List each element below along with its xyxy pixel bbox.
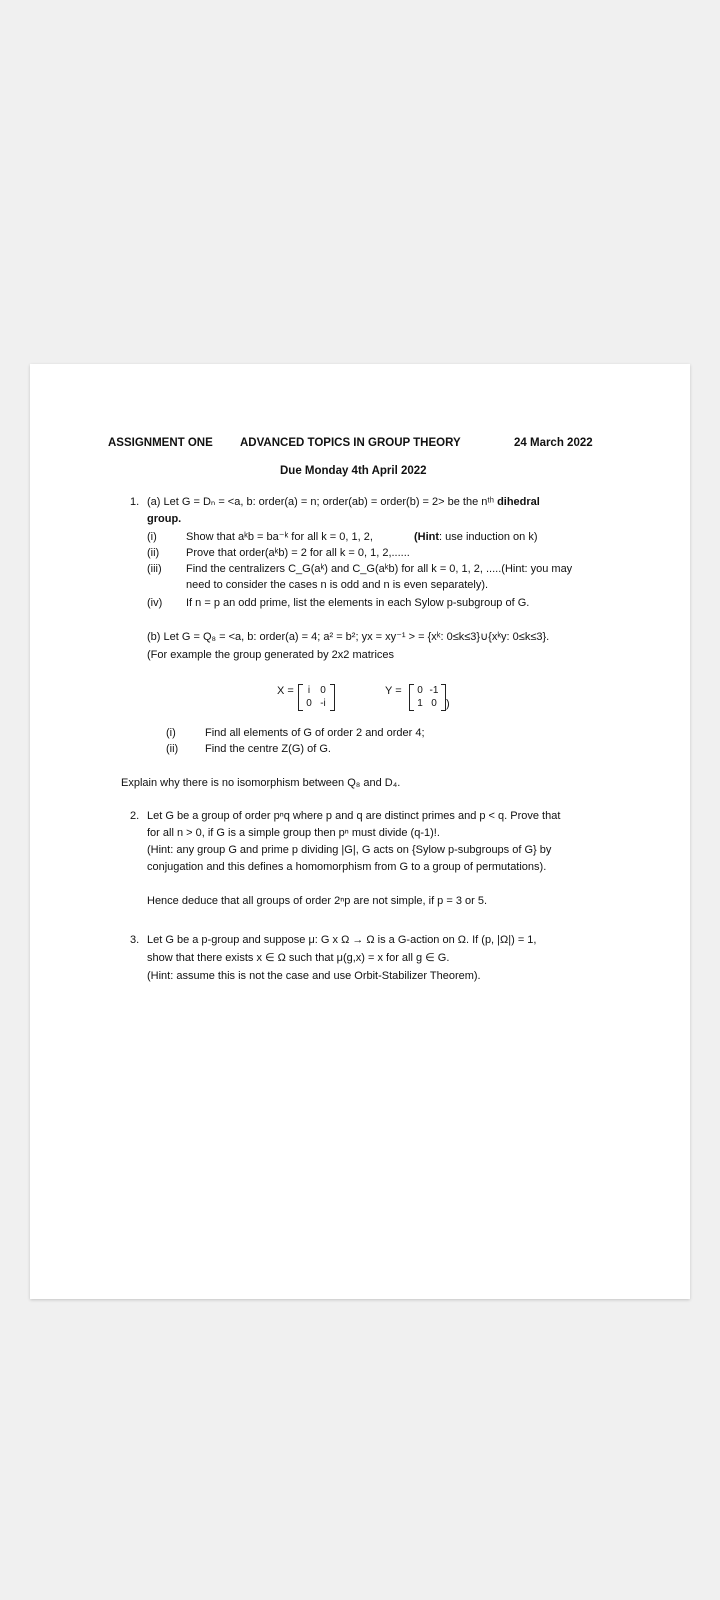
course-title: ADVANCED TOPICS IN GROUP THEORY — [240, 437, 461, 449]
q1-explain: Explain why there is no isomorphism between Q₈ and D₄. — [121, 777, 401, 789]
q1a-item-continuation: need to consider the cases n is odd and n is even separately). — [186, 579, 489, 591]
matrix-cell: -i — [320, 698, 326, 709]
q1-number: 1. — [130, 496, 140, 508]
matrix-cell: 1 — [417, 698, 423, 709]
q1a-item-text: Find the centralizers C_G(aᵏ) and C_G(aᵏb) for all k = 0, 1, 2, .....(Hint: you may — [186, 563, 573, 575]
q2-deduce: Hence deduce that all groups of order 2ⁿp are not simple, if p = 3 or 5. — [147, 895, 488, 907]
matrix-x-grid — [302, 684, 330, 710]
q1b-example: (For example the group generated by 2x2 matrices — [147, 649, 395, 661]
q1b-item-num: (i) — [166, 727, 176, 739]
q1a-intro — [147, 495, 540, 509]
assignment-date: 24 March 2022 — [514, 437, 593, 449]
q1a-item-num: (ii) — [147, 547, 160, 559]
matrix-y-label: Y = — [385, 685, 402, 697]
q2-number: 2. — [130, 810, 140, 822]
q1a-hint-rest: : use induction on k) — [439, 531, 538, 543]
matrix-x-right-bracket — [330, 684, 335, 711]
q1a-item-text: Show that aᵏb = ba⁻ᵏ for all k = 0, 1, 2, — [186, 531, 373, 543]
q1a-item-num: (i) — [147, 531, 157, 543]
due-date: Due Monday 4th April 2022 — [280, 465, 427, 477]
q2-line: for all n > 0, if G is a simple group then pⁿ must divide (q-1)!. — [147, 827, 440, 839]
assignment-label: ASSIGNMENT ONE — [108, 437, 213, 449]
matrix-cell: 0 — [417, 685, 423, 696]
q1a-item-num: (iii) — [147, 563, 162, 575]
q1b-item-text: Find all elements of G of order 2 and order 4; — [205, 727, 425, 739]
q1a-item-num: (iv) — [147, 597, 163, 609]
matrix-cell: 0 — [431, 698, 437, 709]
q2-line: conjugation and this defines a homomorphism from G to a group of permutations). — [147, 861, 547, 873]
matrix-cell: -1 — [429, 685, 439, 696]
q1a-hint-induction: (Hint: use induction on k) — [414, 531, 538, 543]
q1b-item-text: Find the centre Z(G) of G. — [205, 743, 331, 755]
q1a-bold-dihedral: dihedral — [497, 496, 540, 508]
q1b-intro: (b) Let G = Q₈ = <a, b: order(a) = 4; a² = b²; yx = xy⁻¹ > = {xᵏ: 0≤k≤3}∪{xᵏy: 0≤k≤3}. — [147, 631, 550, 643]
q2-line: (Hint: any group G and prime p dividing |G|, G acts on {Sylow p-subgroups of G} by — [147, 844, 552, 856]
matrix-y-grid — [413, 684, 441, 710]
q1a-bold-group: group. — [147, 513, 182, 525]
q1a-intro-text: (a) Let G = Dₙ = <a, b: order(a) = n; order(ab) = order(b) = 2> be the nᵗʰ — [147, 496, 494, 508]
matrix-cell: 0 — [306, 698, 312, 709]
matrix-cell: i — [307, 685, 311, 696]
q3-line: (Hint: assume this is not the case and use Orbit-Stabilizer Theorem). — [147, 970, 481, 982]
q3-line: show that there exists x ∈ Ω such that μ(g,x) = x for all g ∈ G. — [147, 952, 450, 964]
matrix-cell: 0 — [320, 685, 326, 696]
q2-line: Let G be a group of order pⁿq where p and q are distinct primes and p < q. Prove that — [147, 810, 561, 822]
q3-number: 3. — [130, 934, 140, 946]
q1b-item-num: (ii) — [166, 743, 179, 755]
matrix-close-paren: ) — [446, 698, 450, 710]
document-page — [30, 364, 690, 1299]
matrix-x-label: X = — [277, 685, 294, 697]
q1a-item-text: If n = p an odd prime, list the elements in each Sylow p-subgroup of G. — [186, 597, 530, 609]
q3-line: Let G be a p-group and suppose μ: G x Ω → Ω is a G-action on Ω. If (p, |Ω|) = 1, — [147, 934, 537, 946]
q1a-item-text: Prove that order(aᵏb) = 2 for all k = 0, 1, 2,...... — [186, 547, 410, 559]
